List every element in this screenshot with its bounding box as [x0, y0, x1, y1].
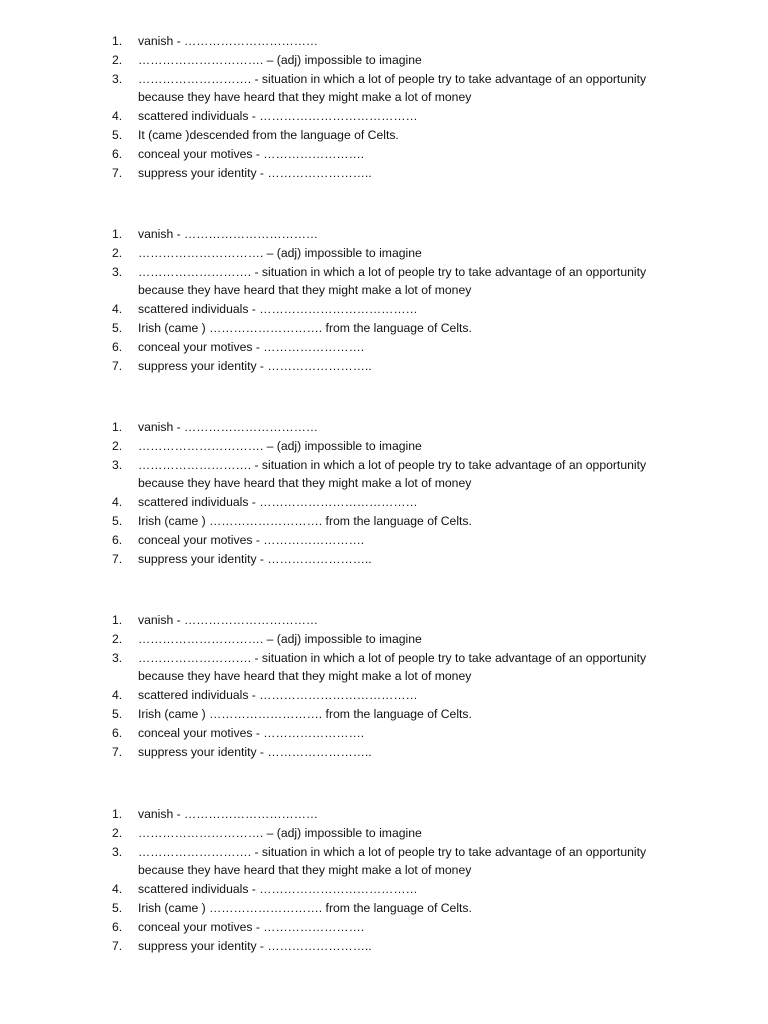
item-number: 2.	[112, 438, 123, 453]
list-item	[0, 649, 768, 687]
exercise-list-3	[0, 418, 768, 568]
item-text: conceal your motives - …………………….	[138, 339, 365, 354]
item-number: 1.	[112, 807, 123, 821]
item-text: …………………………. – (adj) impossible to imagine	[138, 631, 422, 646]
item-number: 5.	[112, 127, 123, 142]
list-item	[0, 126, 768, 145]
item-text: …………………………. – (adj) impossible to imagine	[138, 52, 422, 67]
item-text: vanish - ……………………………	[138, 34, 319, 48]
item-number: 4.	[112, 882, 123, 897]
item-text: Irish (came ) ………………………. from the language of Celts.	[138, 706, 472, 721]
item-number: 1.	[112, 420, 123, 434]
item-number: 1.	[112, 34, 123, 48]
item-text: scattered individuals - …………………………………	[138, 302, 418, 317]
item-number: 4.	[112, 688, 123, 703]
item-text: …………………………. – (adj) impossible to imagine	[138, 825, 422, 840]
item-text: ………………………. - situation in which a lot of people try to take advantage of an opportunity because they have heard that they might make a lot of money	[138, 264, 647, 298]
list-item	[0, 300, 768, 319]
list-item	[0, 686, 768, 705]
list-item	[0, 805, 768, 824]
list-item	[0, 550, 768, 569]
item-text: suppress your identity - ……………………..	[138, 358, 372, 373]
item-number: 7.	[112, 744, 123, 759]
list-item	[0, 918, 768, 937]
list-item	[0, 357, 768, 376]
item-number: 3.	[112, 264, 123, 279]
list-item	[0, 338, 768, 357]
item-text: vanish - ……………………………	[138, 227, 319, 241]
item-text: scattered individuals - …………………………………	[138, 688, 418, 703]
item-number: 6.	[112, 532, 123, 547]
exercise-list-5	[0, 805, 768, 955]
item-number: 6.	[112, 146, 123, 161]
item-text: scattered individuals - …………………………………	[138, 109, 418, 124]
list-item	[0, 244, 768, 263]
item-number: 5.	[112, 900, 123, 915]
item-number: 2.	[112, 825, 123, 840]
item-text: ………………………. - situation in which a lot of people try to take advantage of an opportunity because they have heard that they might make a lot of money	[138, 457, 647, 491]
list-item	[0, 630, 768, 649]
item-text: vanish - ……………………………	[138, 420, 319, 434]
item-number: 1.	[112, 613, 123, 627]
item-number: 5.	[112, 320, 123, 335]
item-text: suppress your identity - ……………………..	[138, 744, 372, 759]
exercise-list-1	[0, 32, 768, 182]
item-number: 7.	[112, 938, 123, 953]
item-text: vanish - ……………………………	[138, 807, 319, 821]
item-text: Irish (came ) ………………………. from the language of Celts.	[138, 320, 472, 335]
item-text: …………………………. – (adj) impossible to imagine	[138, 438, 422, 453]
item-text: vanish - ……………………………	[138, 613, 319, 627]
list-item	[0, 493, 768, 512]
item-text: scattered individuals - …………………………………	[138, 495, 418, 510]
item-text: conceal your motives - …………………….	[138, 532, 365, 547]
item-text: conceal your motives - …………………….	[138, 146, 365, 161]
item-number: 7.	[112, 165, 123, 180]
list-item	[0, 319, 768, 338]
list-item	[0, 705, 768, 724]
item-text: suppress your identity - ……………………..	[138, 165, 372, 180]
exercise-list-2	[0, 225, 768, 375]
list-item	[0, 32, 768, 51]
item-text: scattered individuals - …………………………………	[138, 882, 418, 897]
list-item	[0, 937, 768, 956]
item-number: 5.	[112, 513, 123, 528]
item-number: 6.	[112, 339, 123, 354]
item-number: 6.	[112, 919, 123, 934]
item-number: 7.	[112, 358, 123, 373]
item-text: It (came )descended from the language of Celts.	[138, 127, 399, 142]
list-item	[0, 880, 768, 899]
list-item	[0, 145, 768, 164]
list-item	[0, 843, 768, 881]
list-item	[0, 107, 768, 126]
list-item	[0, 225, 768, 244]
item-number: 1.	[112, 227, 123, 241]
item-number: 4.	[112, 302, 123, 317]
item-text: conceal your motives - …………………….	[138, 919, 365, 934]
list-item	[0, 51, 768, 70]
item-number: 3.	[112, 844, 123, 859]
list-item	[0, 512, 768, 531]
list-item	[0, 263, 768, 301]
item-text: Irish (came ) ………………………. from the language of Celts.	[138, 513, 472, 528]
item-text: conceal your motives - …………………….	[138, 725, 365, 740]
list-item	[0, 164, 768, 183]
exercise-list-4	[0, 611, 768, 761]
list-item	[0, 437, 768, 456]
item-number: 3.	[112, 650, 123, 665]
item-text: Irish (came ) ………………………. from the language of Celts.	[138, 900, 472, 915]
list-item	[0, 611, 768, 630]
item-text: ………………………. - situation in which a lot of people try to take advantage of an opportunity because they have heard that they might make a lot of money	[138, 71, 647, 105]
item-text: ………………………. - situation in which a lot of people try to take advantage of an opportunity because they have heard that they might make a lot of money	[138, 844, 647, 878]
item-text: ………………………. - situation in which a lot of people try to take advantage of an opportunity because they have heard that they might make a lot of money	[138, 650, 647, 684]
list-item	[0, 531, 768, 550]
list-item	[0, 743, 768, 762]
list-item	[0, 724, 768, 743]
item-number: 4.	[112, 109, 123, 124]
list-item	[0, 70, 768, 108]
list-item	[0, 899, 768, 918]
item-number: 4.	[112, 495, 123, 510]
item-number: 6.	[112, 725, 123, 740]
item-number: 2.	[112, 245, 123, 260]
list-item	[0, 824, 768, 843]
item-number: 2.	[112, 52, 123, 67]
item-number: 7.	[112, 551, 123, 566]
list-item	[0, 418, 768, 437]
item-text: …………………………. – (adj) impossible to imagine	[138, 245, 422, 260]
item-number: 5.	[112, 706, 123, 721]
item-number: 3.	[112, 457, 123, 472]
item-text: suppress your identity - ……………………..	[138, 938, 372, 953]
item-number: 2.	[112, 631, 123, 646]
list-item	[0, 456, 768, 494]
item-text: suppress your identity - ……………………..	[138, 551, 372, 566]
item-number: 3.	[112, 71, 123, 86]
